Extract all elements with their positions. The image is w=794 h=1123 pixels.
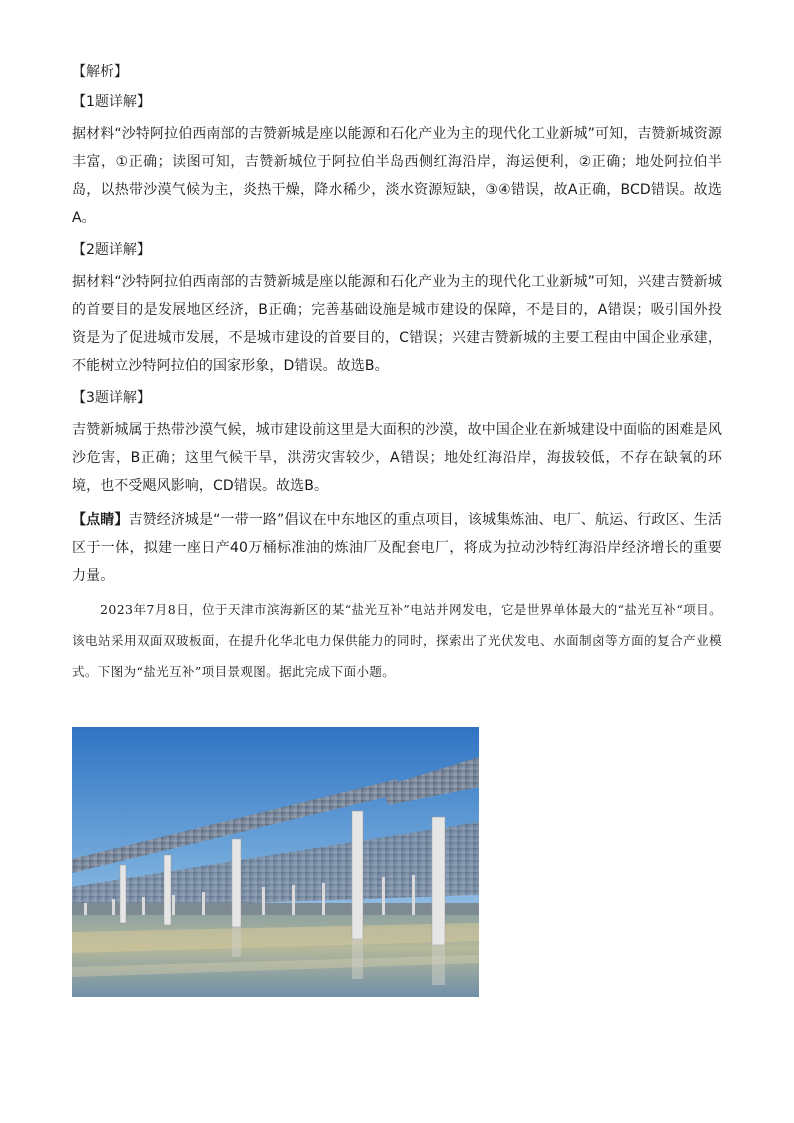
question-intro: 2023年7月8日，位于天津市滨海新区的某“盐光互补”电站并网发电，它是世界单体最大的“盐光互补“项目。该电站采用双面双玻板面，在提升化华北电力保供能力的同时，探索出了光伏发电、水面制卤等方面的复合产业模式。下图为“盐光互补”项目景观图。据此完成下面小题。	[72, 602, 722, 679]
q2-text: 据材料“沙特阿拉伯西南部的吉赞新城是座以能源和石化产业为主的现代化工业新城”可知，兴建吉赞新城的首要目的是发展地区经济，B正确；完善基础设施是城市建设的保障，不是目的，A错误；吸引国外投资是为了促进城市发展，不是城市建设的首要目的，C错误；兴建吉赞新城的主要工程由中国企业承建，不能树立沙特阿拉伯的国家形象，D错误。故选B。	[72, 274, 722, 374]
q1-text: 据材料“沙特阿拉伯西南部的吉赞新城是座以能源和石化产业为主的现代化工业新城”可知，吉赞新城资源丰富，①正确；读图可知，吉赞新城位于阿拉伯半岛西侧红海沿岸，海运便利，②正确；地处阿拉伯半岛，以热带沙漠气候为主，炎热干燥，降水稀少，淡水资源短缺，③④错误，故A正确，BCD错误。故选A。	[72, 126, 722, 226]
tip-paragraph	[72, 506, 722, 590]
q1-heading: 【1题详解】	[72, 94, 151, 110]
tip-text: 吉赞经济城是“一带一路”倡议在中东地区的重点项目，该城集炼油、电厂、航运、行政区、生活区于一体，拟建一座日产40万桶标准油的炼油厂及配套电厂，将成为拉动沙特红海沿岸经济增长的重要力量。	[72, 512, 722, 584]
document-page	[72, 60, 722, 687]
q3-heading: 【3题详解】	[72, 390, 151, 406]
analysis-title: 【解析】	[72, 64, 128, 80]
q2-heading: 【2题详解】	[72, 242, 151, 258]
q3-text: 吉赞新城属于热带沙漠气候，城市建设前这里是大面积的沙漠，故中国企业在新城建设中面临的困难是风沙危害，B正确；这里气候干旱，洪涝灾害较少，A错误；地处红海沿岸，海拔较低，不存在缺氧的环境，也不受飓风影响，CD错误。故选B。	[72, 422, 722, 494]
solar-farm-photo	[72, 727, 479, 997]
tip-label: 【点睛】	[72, 512, 129, 528]
